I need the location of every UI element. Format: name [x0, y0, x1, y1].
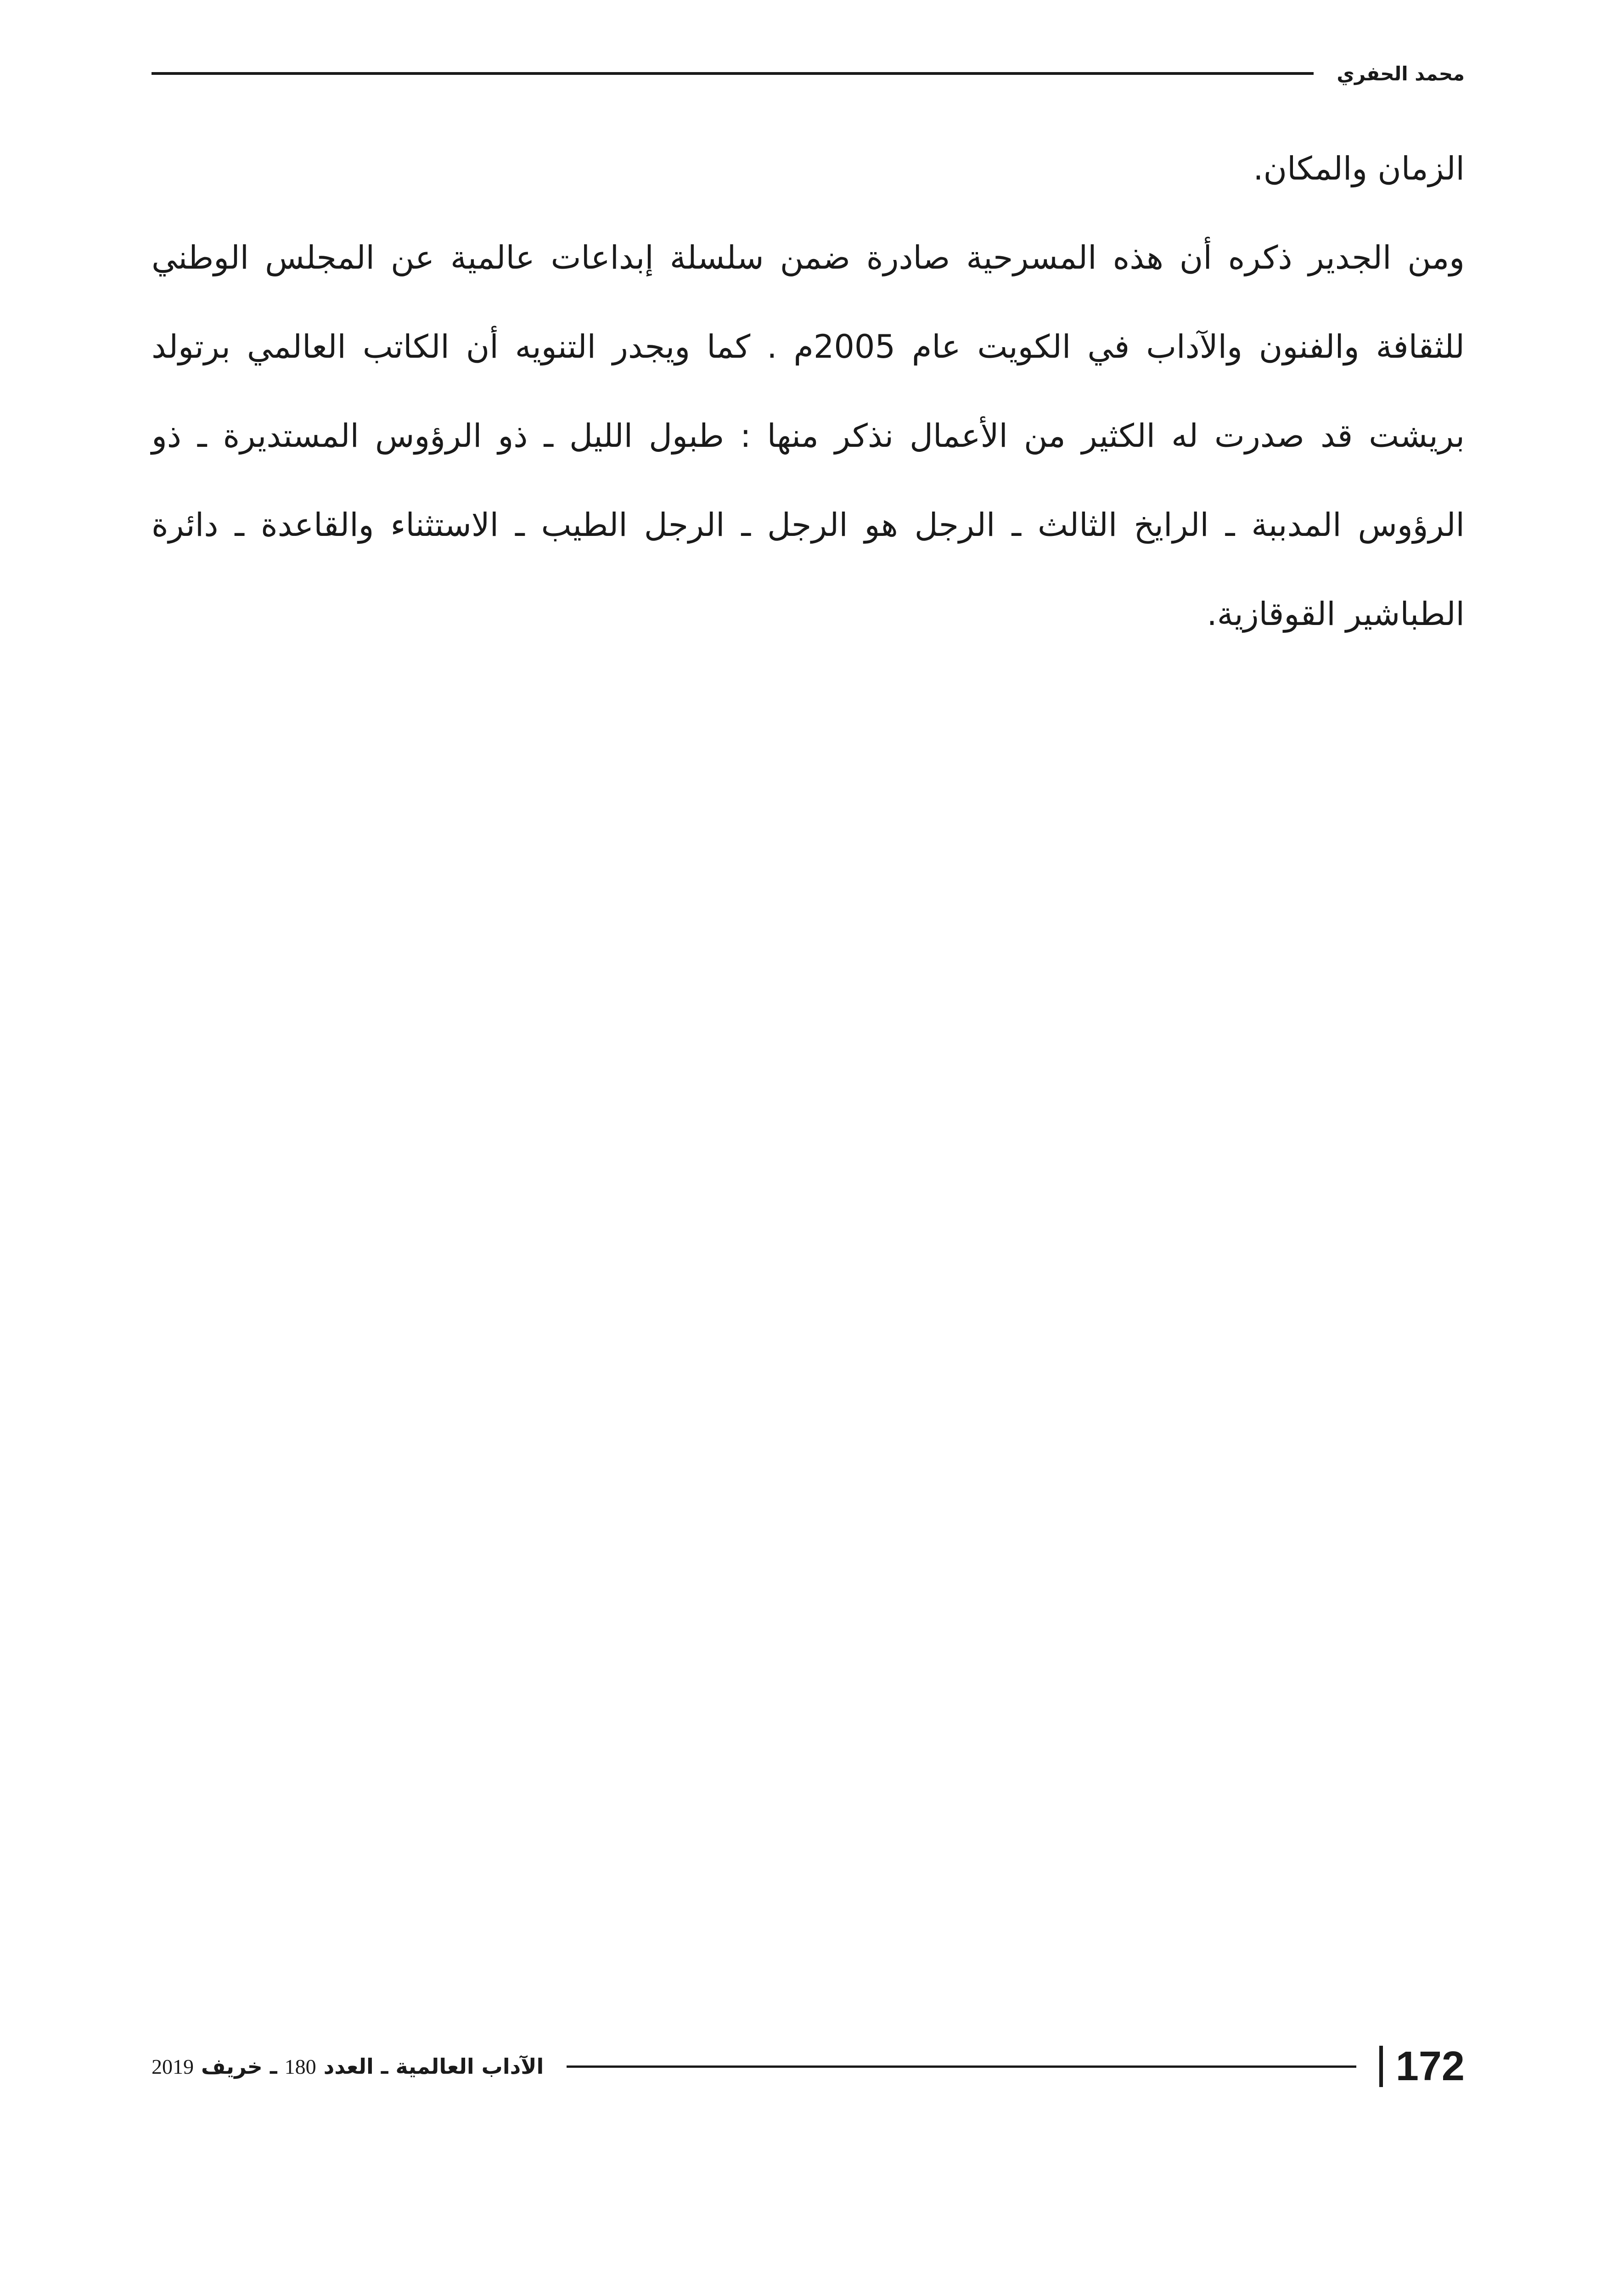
- season: ـ خريف: [194, 2054, 285, 2079]
- header-author: محمد الحفري: [1337, 62, 1465, 85]
- running-header: [152, 48, 1465, 99]
- footer-rule: [567, 2065, 1356, 2068]
- issue-number: 180: [284, 2055, 316, 2078]
- body-text: [152, 124, 1465, 658]
- header-rule: [152, 72, 1314, 75]
- journal-name: الآداب العالمية ـ العدد: [316, 2054, 544, 2079]
- running-footer: [152, 2039, 1465, 2094]
- page-number: 172: [1395, 2043, 1465, 2089]
- paragraph: الزمان والمكان.: [1253, 150, 1465, 187]
- paragraph: ومن الجدير ذكره أن هذه المسرحية صادرة ضمن سلسلة إبداعات عالمية عن المجلس الوطني للثقافة والفنون والآداب في الكويت عام 2005م . كما ويجدر التنويه أن الكاتب العالمي برتولد بريشت قد صدرت له الكثير من الأعمال نذكر منها : طبول الليل ـ ذو الرؤوس المستديرة ـ ذو الرؤوس المدببة ـ الرايخ الثالث ـ الرجل هو الرجل ـ الرجل الطيب ـ الاستثناء والقاعدة ـ دائرة الطباشير القوقازية.: [152, 239, 1465, 633]
- journal-issue-info: [152, 2054, 567, 2079]
- page-number-divider: [1379, 2046, 1383, 2087]
- year: 2019: [152, 2055, 194, 2078]
